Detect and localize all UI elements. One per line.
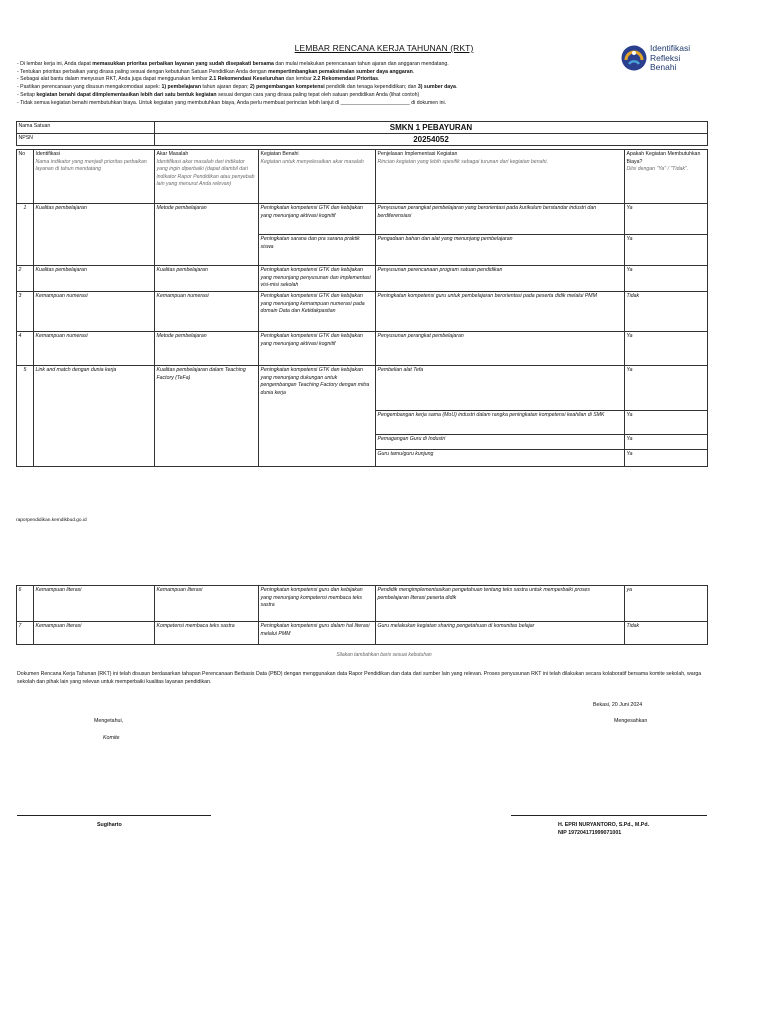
cell-kegiatan[interactable]: Peningkatan sarana dan pra sarana praktik siswa xyxy=(259,235,376,266)
cell-kegiatan-cont xyxy=(259,450,376,467)
page-title: LEMBAR RENCANA KERJA TAHUNAN (RKT) xyxy=(294,43,474,53)
row-no: 4 xyxy=(17,332,34,366)
table-header-row xyxy=(17,150,708,204)
cell-kegiatan-cont xyxy=(259,411,376,435)
cell-biaya[interactable]: Ya xyxy=(625,366,708,411)
cell-penjelasan[interactable]: Pemagangan Guru di Industri xyxy=(376,435,625,450)
cell-akar[interactable]: Kemampuan numerasi xyxy=(155,292,259,332)
cell-akar[interactable]: Kompetensi membaca teks sastra xyxy=(155,622,259,645)
school-info-table xyxy=(16,121,708,146)
instruction-item: - Sebagai alat bantu dalam menyusun RKT, Anda juga dapat menggunakan lembar 2.1 Rekomendasi Keseluruhan dan lembar 2.2 Rekomendasi Prioritas. xyxy=(17,76,380,83)
instruction-item: - Tidak semua kegiatan benahi membutuhkan biaya. Untuk kegiatan yang membutuhkan biaya, Anda perlu membuat perincian lebih lanjut di ________________________ di dokumen ini. xyxy=(17,99,447,106)
cell-identifikasi[interactable]: Kemampuan literasi xyxy=(34,622,155,645)
cell-kegiatan[interactable]: Peningkatan kompetensi GTK dan kebijakan yang menunjang penyusunan dan implementasi visi-misi sekolah xyxy=(259,266,376,292)
cell-penjelasan[interactable]: Peningkatan kompetensi guru untuk pembelajaran berorientasi pada peserta didik melalui PMM xyxy=(376,292,625,332)
row-no-cont xyxy=(17,411,34,435)
table-row xyxy=(17,450,708,467)
cell-akar-cont xyxy=(155,450,259,467)
instruction-item: - Tentukan prioritas perbaikan yang dirasa paling sesuai dengan kebutuhan Satuan Pendidikan Anda dengan mempertimbangkan pemaksimalan sumber daya anggaran. xyxy=(17,68,415,75)
cell-identifikasi-cont xyxy=(34,411,155,435)
cell-kegiatan-cont xyxy=(259,435,376,450)
instruction-item: - Setiap kegiatan benahi dapat diimplementasikan lebih dari satu bentuk kegiatan sesuai dengan cara yang dirasa paling tepat oleh satuan pendidikan Anda (lihat contoh) xyxy=(17,91,420,98)
logo-line-2: Refleksi xyxy=(650,52,681,63)
cell-biaya[interactable]: Tidak xyxy=(625,622,708,645)
col-penjelasan: Penjelasan Implementasi Kegiatan Rincian kegiatan yang lebih spesifik sebagai turunan dari kegiatan benahi. xyxy=(376,150,625,204)
cell-akar-cont xyxy=(155,235,259,266)
cell-penjelasan[interactable]: Guru melakukan kegiatan sharing pengetahuan di komunitas belajar xyxy=(376,622,625,645)
signature-right-block xyxy=(558,822,649,837)
school-name-field[interactable]: SMKN 1 PEBAYURAN xyxy=(155,122,708,134)
cell-akar[interactable]: Kemampuan literasi xyxy=(155,586,259,622)
cell-biaya[interactable]: Tidak xyxy=(625,292,708,332)
cell-biaya[interactable]: Ya xyxy=(625,235,708,266)
cell-identifikasi[interactable]: Kemampuan numerasi xyxy=(34,292,155,332)
cell-akar[interactable]: Kualitas pembelajaran xyxy=(155,266,259,292)
row-no: 7 xyxy=(17,622,34,645)
cell-biaya[interactable]: Ya xyxy=(625,450,708,467)
row-no: 3 xyxy=(17,292,34,332)
row-no: 2 xyxy=(17,266,34,292)
cell-penjelasan[interactable]: Pendidik mengimplementasikan pengetahuan tentang teks sastra untuk memperbaiki proses pembelajaran literasi peserta didik xyxy=(376,586,625,622)
col-identifikasi: Identifikasi Nama indikator yang menjadi prioritas perbaikan layanan di tahun mendatang xyxy=(34,150,155,204)
logo-text xyxy=(650,44,690,73)
cell-biaya[interactable]: Ya xyxy=(625,411,708,435)
cell-identifikasi[interactable]: Kualitas pembelajaran xyxy=(34,204,155,235)
cell-identifikasi[interactable]: Kemampuan literasi xyxy=(34,586,155,622)
signature-right-name: H. EPRI NURYANTORO, S.Pd., M.Pd. xyxy=(558,822,650,828)
cell-identifikasi-cont xyxy=(34,235,155,266)
cell-penjelasan[interactable]: Pengembangan kerja sama (MoU) industri dalam rangka peningkatan kompetensi keahlian di SMK xyxy=(376,411,625,435)
signature-right-title: Mengesahkan xyxy=(614,718,648,724)
col-no: No xyxy=(17,150,34,204)
npsn-field[interactable]: 20254052 xyxy=(155,134,708,146)
table-row xyxy=(17,122,708,134)
ibr-logo xyxy=(620,43,706,75)
col-akar-masalah: Akar Masalah Identifikasi akar masalah dari indikator yang ingin diperbaiki (dapat diambil dari indikator Rapor Pendidikan atau penyebab lain yang menurut Anda relevan) xyxy=(155,150,259,204)
cell-biaya[interactable]: Ya xyxy=(625,332,708,366)
signature-left-title: Mengetahui, xyxy=(94,718,124,724)
table-row xyxy=(17,411,708,435)
row-no: 5 xyxy=(17,366,34,411)
cell-identifikasi-cont xyxy=(34,450,155,467)
table-row xyxy=(17,292,708,332)
signature-left-name: Sugiharto xyxy=(97,822,122,828)
cell-identifikasi-cont xyxy=(34,435,155,450)
logo-line-3: Benahi xyxy=(650,62,677,72)
table-row xyxy=(17,235,708,266)
cell-identifikasi[interactable]: Link and match dengan dunia kerja xyxy=(34,366,155,411)
closing-paragraph: Dokumen Rencana Kerja Tahunan (RKT) ini telah disusun berdasarkan tahapan Perencanaan Berbasis Data (PBD) dengan menggunakan data Rapor Pendidikan dan data dari sumber lain yang relevan. Proses penyusunan RKT ini telah dilakukan secara kolaboratif bersama komite sekolah, warga sekolah dan pihak lain yang relevan untuk memperbaiki kualitas layanan pendidikan. xyxy=(17,671,702,685)
cell-akar[interactable]: Metode pembelajaran xyxy=(155,204,259,235)
logo-line-1: Identifikasi xyxy=(650,43,691,53)
instruction-item: - Di lembar kerja ini, Anda dapat memasukkan prioritas perbaikan layanan yang sudah disepakati bersama dan mulai melakukan perencanaan tahun ajaran dan anggaran mendatang. xyxy=(17,61,449,67)
cell-penjelasan[interactable]: Pengadaan bahan dan alat yang menunjang pembelajaran xyxy=(376,235,625,266)
cell-biaya[interactable]: Ya xyxy=(625,435,708,450)
signature-left-role: Komite xyxy=(103,735,120,741)
ibr-logo-icon xyxy=(620,44,648,72)
table-row xyxy=(17,435,708,450)
table-row xyxy=(17,134,708,146)
cell-akar[interactable]: Metode pembelajaran xyxy=(155,332,259,366)
cell-identifikasi[interactable]: Kualitas pembelajaran xyxy=(34,266,155,292)
cell-penjelasan[interactable]: Penyusunan perangkat pembelajaran yang berorientasi pada kurikulum berstandar industri dan berdiferensiasi xyxy=(376,204,625,235)
signature-date: Bekasi, 20 Juni 2024 xyxy=(593,702,643,708)
cell-penjelasan[interactable]: Pembelian alat Tefa xyxy=(376,366,625,411)
table-row xyxy=(17,622,708,645)
signature-line-left xyxy=(17,815,211,816)
cell-biaya[interactable]: ya xyxy=(625,586,708,622)
cell-kegiatan[interactable]: Peningkatan kompetensi guru dan kebijakan yang menunjang kompetensi membaca teks sastra xyxy=(259,586,376,622)
signature-line-right xyxy=(511,815,707,816)
table-row xyxy=(17,332,708,366)
table-row xyxy=(17,366,708,411)
row-no: 1 xyxy=(17,204,34,235)
cell-biaya[interactable]: Ya xyxy=(625,266,708,292)
row-no-cont xyxy=(17,435,34,450)
instructions-list xyxy=(17,61,607,107)
cell-penjelasan[interactable]: Guru tamu/guru kunjung xyxy=(376,450,625,467)
col-biaya: Apakah Kegiatan Membutuhkan Biaya? Diisi dengan "Ya" / "Tidak". xyxy=(625,150,708,204)
cell-penjelasan[interactable]: Penyusunan perangkat pembelajaran xyxy=(376,332,625,366)
signature-right-nip: NIP 197204171999071001 xyxy=(558,829,622,836)
rkt-table-continued xyxy=(16,585,708,645)
cell-akar[interactable]: Kualitas pembelajaran dalam Teaching Factory (TeFa) xyxy=(155,366,259,411)
table-row xyxy=(17,204,708,235)
cell-penjelasan[interactable]: Penyusunan perencanaan program satuan pendidikan xyxy=(376,266,625,292)
cell-kegiatan[interactable]: Peningkatan kompetensi GTK dan kebijakan yang menunjang kemampuan numerasi pada domain Data dan Ketidakpastian xyxy=(259,292,376,332)
cell-kegiatan[interactable]: Peningkatan kompetensi guru dalam hal literasi melalui PMM xyxy=(259,622,376,645)
row-no-cont xyxy=(17,450,34,467)
add-rows-note: Silakan tambahkan baris sesuai kebutuhan xyxy=(336,652,432,658)
cell-kegiatan[interactable]: Peningkatan kompetensi GTK dan kebijakan yang menunjang aktivasi kognitif xyxy=(259,204,376,235)
cell-biaya[interactable]: Ya xyxy=(625,204,708,235)
table-row xyxy=(17,586,708,622)
row-no-cont xyxy=(17,235,34,266)
table-row xyxy=(17,266,708,292)
cell-akar-cont xyxy=(155,411,259,435)
footer-url: raporpendidikan.kemdikbud.go.id xyxy=(16,518,87,523)
col-kegiatan-benahi: Kegiatan Benahi Kegiatan untuk menyelesaikan akar masalah xyxy=(259,150,376,204)
cell-identifikasi[interactable]: Kemampuan numerasi xyxy=(34,332,155,366)
label-nama-satuan: Nama Satuan xyxy=(17,122,155,134)
label-npsn: NPSN xyxy=(17,134,155,146)
cell-kegiatan[interactable]: Peningkatan kompetensi GTK dan kebijakan yang menunjang aktivasi kognitif xyxy=(259,332,376,366)
cell-akar-cont xyxy=(155,435,259,450)
rkt-table xyxy=(16,149,708,467)
row-no: 6 xyxy=(17,586,34,622)
cell-kegiatan[interactable]: Peningkatan kompetensi GTK dan kebijakan yang menunjang dukungan untuk pengembangan Teaching Factory dengan mitra dunia kerja xyxy=(259,366,376,411)
instruction-item: - Pastikan perencanaan yang disusun mengakomodasi aspek: 1) pembelajaran tahun ajaran depan; 2) pengembangan kompetensi pendidik dan tenaga kependidikan; dan 3) sumber daya. xyxy=(17,84,458,91)
